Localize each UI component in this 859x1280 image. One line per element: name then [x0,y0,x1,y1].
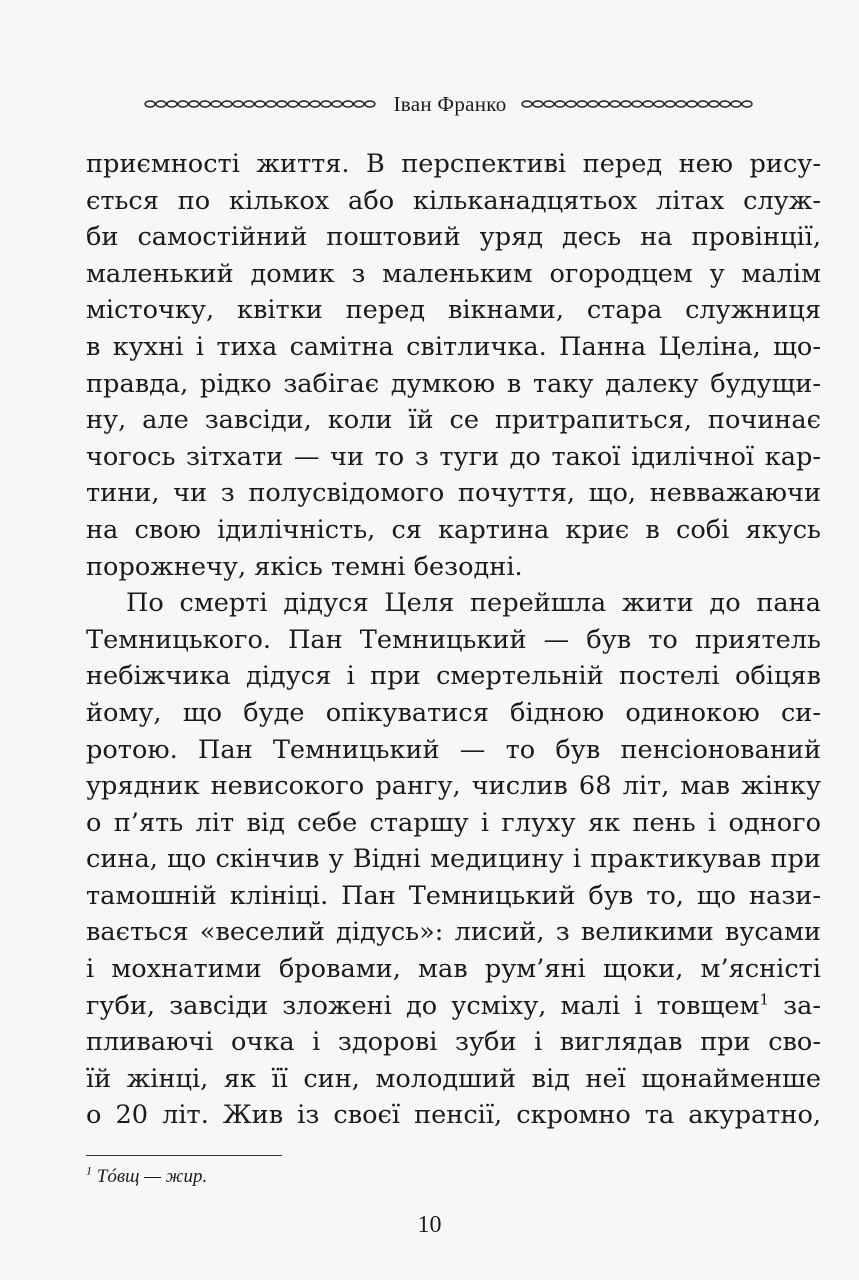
footnote-divider [86,1155,282,1156]
text-line: в кухні і тиха самітна світличка. Панна Целіна, що- [86,331,821,362]
text-line: маленький домик з маленьким огородцем у малім [86,258,821,289]
text-line: правда, рідко забігає думкою в таку далеку будущи- [86,368,821,399]
text-line: їй жінці, як її син, молодший від неї щонайменше [86,1063,821,1094]
footnote-mark: 1 [86,1163,92,1178]
footnote-reference[interactable]: 1 [759,990,769,1009]
text-line: би самостійний поштовий уряд десь на провінції, [86,222,821,253]
text-line: о 20 літ. Жив із своєї пенсії, скромно та акуратно, [86,1100,821,1131]
text-line: на свою ідилічність, ся картина криє в собі якусь [86,514,821,545]
text-segment: губи, завсіди зложені до усміху, малі і товщем [86,990,760,1021]
text-line: місточку, квітки перед вікнами, стара служниця [86,295,821,326]
running-header [140,88,760,120]
left-ornament [144,99,379,109]
text-line: небіжчика дідуся і при смертельній постелі обіцяв [86,661,821,692]
text-line: ється по кількох або кільканадцятьох літах служ- [86,185,821,216]
text-line: ротою. Пан Темницький — то був пенсіонований [86,734,821,765]
text-line-with-footnote [86,988,821,1025]
footnote-text: Тóвщ — жир. [92,1166,208,1187]
text-line: ну, але завсіди, коли їй се притрапиться, починає [86,405,821,436]
text-line: і мохнатими бровами, мав рум’яні щоки, м’ясністі [86,954,821,985]
text-line: тамошній клініці. Пан Темницький був то, що нази- [86,880,821,911]
text-line: сина, що скінчив у Відні медицину і практикував при [86,844,821,875]
text-line: вається «веселий дідусь»: лисий, з великими вусами [86,917,821,948]
text-line: порожнечу, якісь темні безодні. [86,551,523,582]
text-segment: за- [768,990,821,1021]
text-line: приємності життя. В перспективі перед нею рису- [86,149,821,179]
text-line: Темницького. Пан Темницький — був то приятель [86,624,821,655]
text-line: йому, що буде опікуватися бідною одинокою си- [86,697,821,728]
text-line: урядник невисокого рангу, числив 68 літ, мав жінку [86,771,821,802]
running-title: Іван Франко [393,91,507,116]
paragraph-start-line: По смерті дідуся Целя перейшла жити до пана [126,588,821,619]
text-line: пливаючі очка і здорові зуби і виглядав при сво- [86,1027,821,1058]
page-number: 10 [417,1212,442,1238]
body-text [86,146,821,1134]
text-line: чогось зітхати — чи то з туги до такої ідилічної кар- [86,441,821,472]
footnote [86,1163,208,1188]
right-ornament [521,99,756,109]
text-line: о п’ять літ від себе старшу і глуху як пень і одного [86,807,821,838]
text-line: тини, чи з полусвідомого почуття, що, невважаючи [86,478,821,509]
